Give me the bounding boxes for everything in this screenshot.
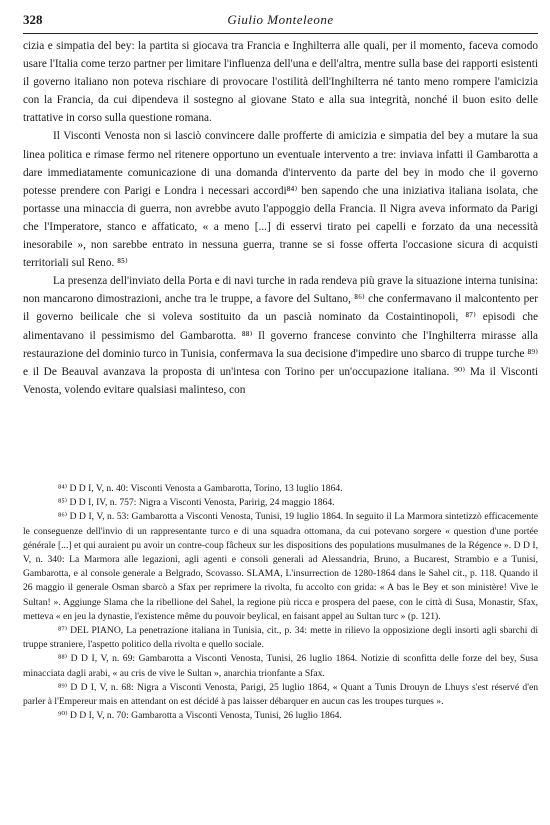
paragraph: La presenza dell'inviato della Porta e di navi turche in rada rendeva più grave la situazione interna tunisina: non mancarono dimostrazioni, anche tra le truppe, a favore del Sultano, ⁸⁶⁾ che confermavano il malcontento per il governo beilicale che si voleva sostituito da un pascià nominato da Costaintinopoli, ⁸⁷⁾ episodi che alimentavano il pessimismo del Gambarotta. ⁸⁸⁾ Il governo francese convinto che l'Inghilterra mirasse alla restaurazione del dominio turco in Tunisia, confermava la sua decisione d'impedire uno sbarco di truppe turche ⁸⁹⁾ e il De Beauval avanzava la proposta di un'intesa con Torino per un'occupazione italiana. ⁹⁰⁾ Ma il Visconti Venosta, volendo evitare qualsiasi malinteso, con: [23, 275, 538, 396]
page-header: [23, 12, 538, 32]
footnote: ⁸⁵⁾ D D I, IV, n. 757: Nigra a Visconti Venosta, Paririg, 24 maggio 1864.: [58, 497, 335, 509]
footnote: ⁸⁹⁾ D D I, V, n. 68: Nigra a Visconti Venosta, Parigi, 25 luglio 1864, « Quant a Tunis Drouyn de Lhuys s'est réservé d'en parler à l'Empereur mais en attendant on est décidé à pas laisser débarquer en aucun cas les troupes turques ».: [23, 681, 538, 708]
paragraph: cizia e simpatia del bey: la partita si giocava tra Francia e Inghilterra alle quali, per il momento, faceva comodo usare l'Italia come terzo partner per limitare l'influenza dell'una e dell'altra, mentre sulla base dei rapporti esistenti il governo italiano non poteva rischiare di provocare l'ostilità dell'Inghilterra né tanto meno rompere l'amicizia con la Francia, da cui dipendeva il sostegno al giovane Stato e alla sua integrità, nonché il buon esito delle trattative in corso sulla questione romana.: [23, 40, 538, 125]
page-number: 328: [23, 12, 43, 27]
footnote: ⁸⁴⁾ D D I, V, n. 40: Visconti Venosta a Gambarotta, Torino, 13 luglio 1864.: [58, 483, 343, 494]
main-text: [23, 37, 538, 399]
footnote: ⁸⁷⁾ DEL PIANO, La penetrazione italiana in Tunisia, cit., p. 34: mette in rilievo la opposizione degli insorti agli sbarchi di truppe straniere, l'aspetto politico della rivolta e quello sociale.: [23, 625, 538, 651]
footnote: ⁸⁸⁾ D D I, V, n. 69: Gambarotta a Visconti Venosta, Tunisi, 26 luglio 1864. Notizie di sconfitta delle forze del bey, Susa minacciata dagli arabi, « au cris de vive le Sultan », anarchia trionfante a Sfax.: [23, 653, 538, 679]
footnote: ⁸⁶⁾ D D I, V, n. 53: Gambarotta a Visconti Venosta, Tunisi, 19 luglio 1864. In seguito il La Marmora sintetizzò efficacemente le conseguenze dell'invio di un rappresentante turco e di una squadra ottomana, da cui potevano sorgere « question d'une portée générale [...] et qui auraient pu avoir un contre-coup fâcheux sur les dispositions des populations musulmanes de la Régence ». D D I, V, n. 340: La Marmora alle legazioni, agli agenti e consoli generali ad Alessandria, Bruno, a Bucarest, Strambio e a Tunisi, Gambarotta, e al console generale a Belgrado, Scovasso. SLAMA, L'insurrection de 1280-1864 dans le Sahel cit., p. 118. Quando il 26 maggio il generale Osman sbarcò a Sfax per reprimere la rivolta, fu accolto con grida: « A bas le Bey et son ministère! Vive le Sultan! ». Aggiunge Slama che la ribellione del Sahel, la regione più ricca e prospera del paese, con le città di Susa, Monastir, Sfax, metteva « en jeu la dynastie, l'existence même du pouvoir beylical, en faisant appel au Sultan turc » (p. 121).: [23, 511, 538, 622]
running-title: Giulio Monteleone: [227, 12, 334, 27]
paragraph: Il Visconti Venosta non si lasciò convincere dalle profferte di amicizia e simpatia del bey a mutare la sua linea politica e rimase fermo nel ritenere opportuno un eventuale intervento a tre: inviava infatti il Gambarotta a dare immediatamente comunicazione di una domanda d'intervento da parte del bey in modo che il governo potesse prendere con Parigi e Londra i necessari accordi⁸⁴⁾ ben sapendo che una iniziativa italiana isolata, che portasse una minaccia di guerra, non avrebbe avuto l'appoggio della Francia. Il Nigra aveva informato da Parigi che l'Imperatore, stanco e affaticato, « a meno [...] di esservi tirato pei capelli e forzato da una necessità inesorabile », non sarebbe entrato in nessuna guerra, tranne se si fosse offerta l'occasione sicura di acquisti territoriali sul Reno. ⁸⁵⁾: [23, 130, 538, 270]
footnote: ⁹⁰⁾ D D I, V, n. 70: Gambarotta a Visconti Venosta, Tunisi, 26 luglio 1864.: [58, 710, 342, 722]
header-rule: [23, 33, 538, 34]
footnotes: [23, 482, 538, 723]
